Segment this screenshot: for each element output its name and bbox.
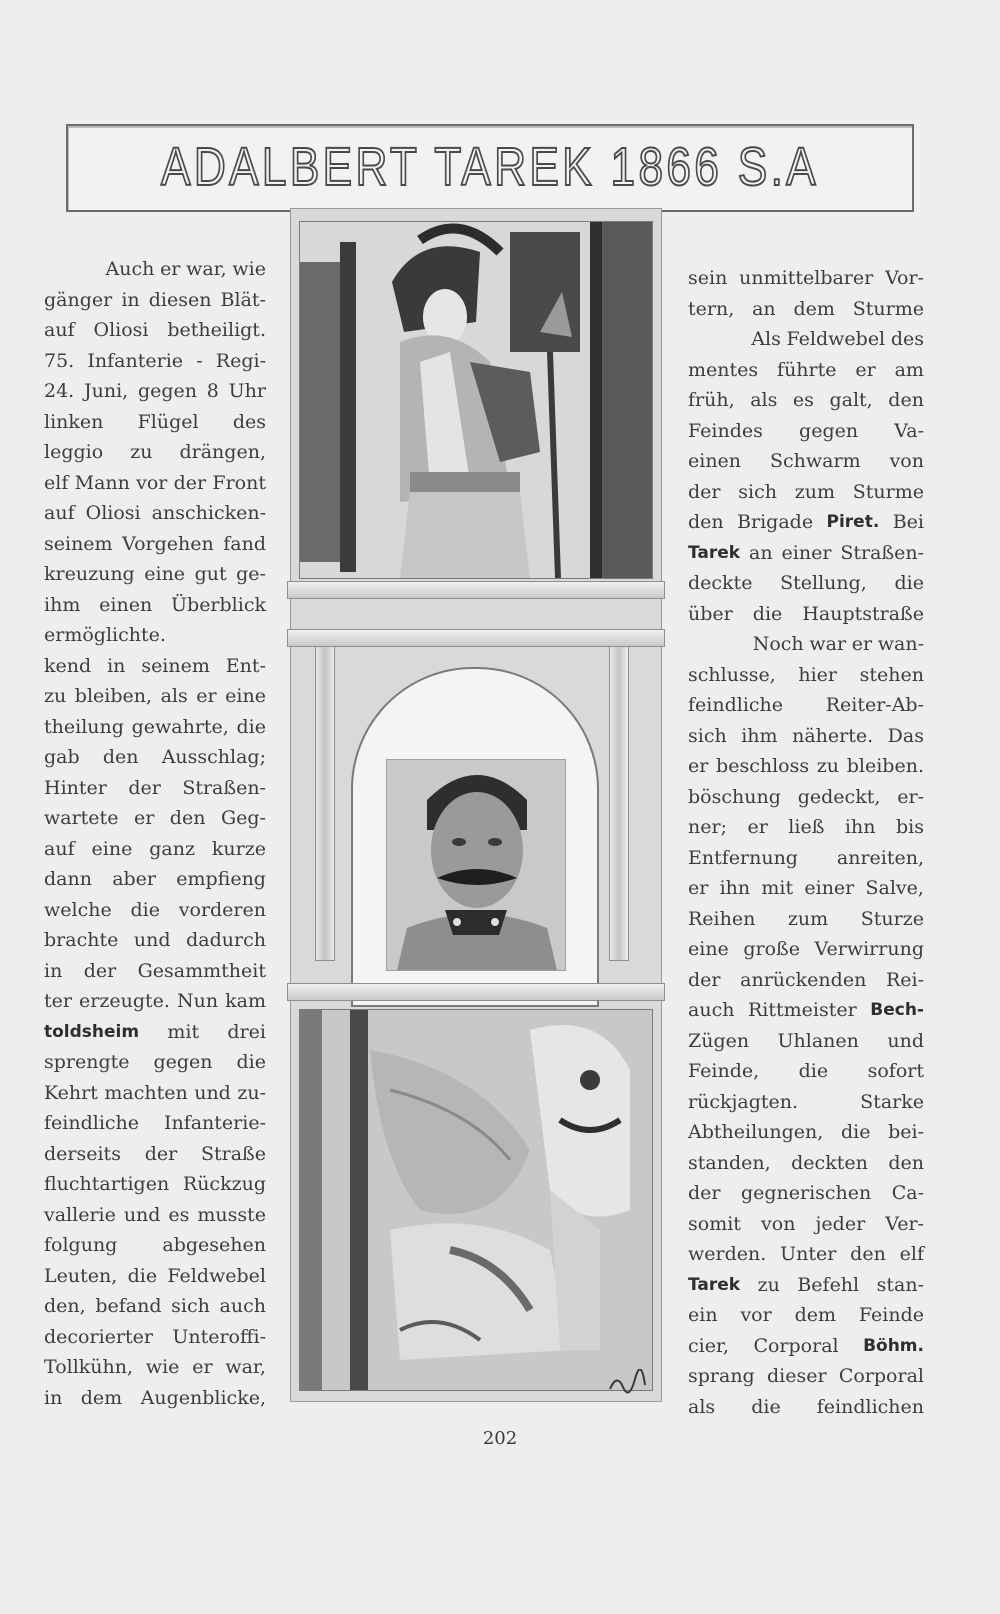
text-line: ermöglichte.	[44, 624, 166, 646]
text-line: auch Rittmeister Bech-	[688, 999, 924, 1021]
text-line: der anrückenden Rei-	[688, 968, 924, 991]
text-line: sich ihm näherte. Das	[688, 724, 924, 747]
text-line: in dem Augenblicke,	[44, 1386, 266, 1409]
left-text-column	[44, 254, 266, 1413]
text-line: brachte und dadurch	[44, 929, 266, 951]
text-line: der sich zum Sturme	[688, 480, 924, 503]
text-line: auf Oliosi betheiligt.	[44, 319, 266, 341]
text-line: theilung gewahrte, die	[44, 715, 266, 738]
text-line: vallerie und es musste	[44, 1203, 266, 1226]
text-line: ihm einen Überblick	[44, 593, 266, 616]
shelf-top	[287, 581, 665, 599]
signature-mark	[607, 1369, 647, 1397]
text-line: früh, als es galt, den	[688, 389, 924, 411]
text-line: werden. Unter den elf	[688, 1243, 924, 1265]
text-line: Tarek an einer Straßen-	[688, 541, 924, 564]
knight-drawing	[300, 222, 652, 578]
text-line: böschung gedeckt, er-	[688, 785, 924, 808]
text-line: eine große Verwirrung	[688, 938, 924, 960]
winged-lion-illustration	[299, 1009, 653, 1391]
text-line: fluchtartigen Rückzug	[44, 1173, 266, 1195]
text-line: mentes führte er am	[688, 358, 924, 381]
text-line: cier, Corporal Böhm.	[688, 1334, 924, 1357]
text-line: Feinde, die sofort	[688, 1060, 924, 1082]
text-line: Als Feldwebel des	[751, 328, 924, 350]
text-line: er ihn mit einer Salve,	[688, 877, 924, 899]
portrait-drawing	[387, 760, 565, 970]
text-line: Reihen zum Sturze	[688, 907, 924, 930]
text-line: linken Flügel des	[44, 410, 266, 433]
text-line: sein unmittelbarer Vor-	[688, 267, 924, 289]
illustration-panel	[290, 208, 662, 1402]
text-line: tern, an dem Sturme	[688, 297, 924, 320]
text-line: welche die vorderen	[44, 898, 266, 921]
text-line: seinem Vorgehen fand	[44, 532, 266, 555]
text-line: 75. Infanterie - Regi-	[44, 349, 266, 372]
text-line: toldsheim mit drei	[44, 1020, 266, 1043]
right-text-column	[688, 263, 924, 1422]
text-line: den Brigade Piret. Bei	[688, 511, 924, 533]
text-line: gänger in diesen Blät-	[44, 288, 266, 311]
text-line: Leuten, die Feldwebel	[44, 1264, 266, 1287]
text-line: folgung abgesehen	[44, 1234, 266, 1256]
text-line: zu bleiben, als er eine	[44, 685, 266, 707]
portrait-frame	[351, 667, 599, 1007]
text-line: in der Gesammtheit	[44, 959, 266, 982]
text-line: elf Mann vor der Front	[44, 471, 266, 494]
knight-illustration	[299, 221, 653, 579]
pillar-right	[609, 629, 629, 961]
text-line: Noch war er wan-	[752, 633, 924, 655]
text-line: Auch er war, wie	[105, 258, 266, 280]
page-number: 202	[482, 1428, 518, 1449]
portrait-photo	[386, 759, 566, 971]
title-banner	[66, 124, 914, 212]
text-line: ner; er ließ ihn bis	[688, 816, 924, 838]
text-line: somit von jeder Ver-	[688, 1212, 924, 1235]
text-line: einen Schwarm von	[688, 450, 924, 472]
text-line: schlusse, hier stehen	[688, 663, 924, 686]
text-line: auf Oliosi anschicken-	[44, 502, 266, 524]
text-line: den, befand sich auch	[44, 1295, 266, 1317]
text-line: ter erzeugte. Nun kam	[44, 990, 266, 1012]
text-line: Kehrt machten und zu-	[44, 1081, 266, 1104]
text-line: auf eine ganz kurze	[44, 837, 266, 860]
text-line: kend in seinem Ent-	[44, 654, 266, 677]
text-line: rückjagten. Starke	[688, 1090, 924, 1113]
text-line: Tarek zu Befehl stan-	[688, 1273, 924, 1296]
text-line: der gegnerischen Ca-	[688, 1182, 924, 1204]
text-line: sprang dieser Corporal	[688, 1365, 924, 1387]
text-line: kreuzung eine gut ge-	[44, 563, 266, 585]
page-title: ADALBERT TAREK 1866 S.A	[161, 137, 819, 197]
text-line: wartete er den Geg-	[44, 807, 266, 829]
text-line: Zügen Uhlanen und	[688, 1029, 924, 1052]
text-line: 24. Juni, gegen 8 Uhr	[44, 380, 266, 402]
text-line: Entfernung anreiten,	[688, 846, 924, 869]
text-line: feindliche Reiter-Ab-	[688, 694, 924, 716]
text-line: ein vor dem Feinde	[688, 1304, 924, 1326]
text-line: Feindes gegen Va-	[688, 419, 924, 442]
text-line: über die Hauptstraße	[688, 602, 924, 625]
text-line: decorierter Unteroffi-	[44, 1325, 266, 1348]
text-line: sprengte gegen die	[44, 1051, 266, 1073]
text-line: als die feindlichen	[688, 1395, 924, 1418]
text-line: standen, deckten den	[688, 1151, 924, 1174]
lion-drawing	[300, 1010, 652, 1390]
shelf-lower	[287, 983, 665, 1001]
text-line: Hinter der Straßen-	[44, 776, 266, 799]
text-line: derseits der Straße	[44, 1142, 266, 1165]
text-line: dann aber empfieng	[44, 868, 266, 890]
text-line: Abtheilungen, die bei-	[688, 1121, 924, 1143]
shelf-middle	[287, 629, 665, 647]
text-line: leggio zu drängen,	[44, 441, 266, 463]
pillar-left	[315, 629, 335, 961]
text-line: Tollkühn, wie er war,	[44, 1356, 266, 1378]
text-line: feindliche Infanterie-	[44, 1112, 266, 1134]
text-line: deckte Stellung, die	[688, 572, 924, 594]
text-line: gab den Ausschlag;	[44, 746, 266, 768]
text-line: er beschloss zu bleiben.	[688, 755, 924, 777]
